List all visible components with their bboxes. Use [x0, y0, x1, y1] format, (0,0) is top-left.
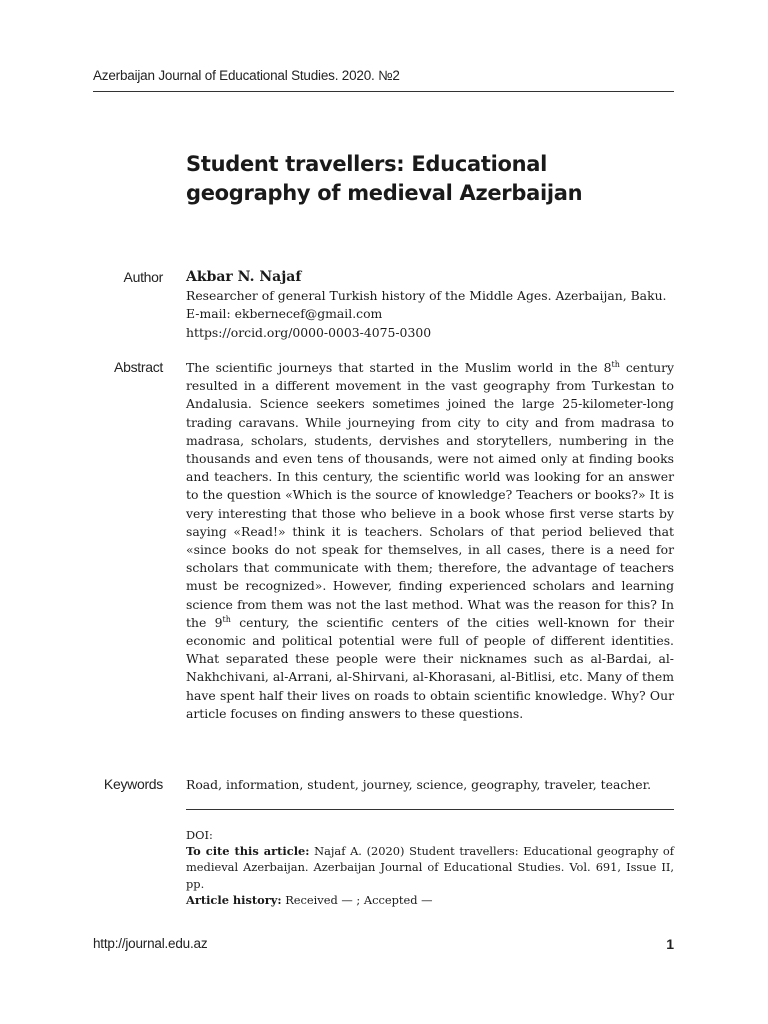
keywords-text: Road, information, student, journey, science, geography, traveler, teacher.: [186, 777, 652, 792]
abstract-sup-1: th: [611, 359, 620, 369]
author-name: Akbar N. Najaf: [186, 269, 302, 285]
footer-url-link[interactable]: http://journal.edu.az: [93, 936, 208, 951]
abstract-label: Abstract: [114, 359, 163, 375]
author-orcid-link[interactable]: https://orcid.org/0000-0003-4075-0300: [186, 324, 432, 340]
cite-text: Najaf A. (2020) Student travellers: Educational geography of medieval Azerbaijan. Azerbaijan Journal of Educational Studies. Vol. 691, Issue II, pp.: [186, 844, 674, 891]
section-divider: [186, 809, 674, 810]
history-label: Article history:: [186, 892, 282, 907]
author-affiliation: Researcher of general Turkish history of the Middle Ages. Azerbaijan, Baku. E-mail: ekbernecef@gmail.com: [186, 288, 667, 322]
abstract-part-2: century resulted in a different movement in the vast geography from Turkestan to Andalusia. Science seekers sometimes joined the large 25-kilometer-long trading caravans. While journeying from city to city and from madrasa to madrasa, scholars, students, dervishes and storytellers, numbering in the thousands and even tens of thousands, were not aimed only at finding books and teachers. In this century, the scientific world was looking for an answer to the question «Which is the source of knowledge? Teachers or books?» It is very interesting that those who believe in a book whose first verse starts by saying «Read!» think it is teachers. Scholars of that period believed that «since books do not speak for themselves, in all cases, there is a need for scholars that communicate with them; therefore, the advantage of teachers must be recognized». However, finding experienced scholars and learning science from them was not the last method. What was the reason for this? In the 9: [186, 360, 675, 630]
journal-name: Azerbaijan Journal of Educational Studies. 2020. №2: [93, 68, 400, 83]
citation-block: [186, 827, 674, 908]
cite-label: To cite this article:: [186, 844, 310, 859]
doi-line: DOI:: [186, 828, 213, 842]
author-block: [186, 268, 674, 342]
journal-header: [93, 68, 674, 92]
history-text: Received — ; Accepted —: [281, 892, 433, 907]
abstract-sup-2: th: [222, 614, 231, 624]
article-title: Student travellers: Educational geography of medieval Azerbaijan: [186, 152, 583, 205]
page-number: 1: [666, 936, 674, 952]
abstract-text: [186, 359, 674, 723]
abstract-part-3: century, the scientific centers of the cities well-known for their economic and political potential were full of people of different identities. What separated these people were their nicknames such as al-Bardai, al-Nakhchivani, al-Arrani, al-Shirvani, al-Khorasani, al-Bitlisi, etc. Many of them have spent half their lives on roads to obtain scientific knowledge. Why? Our article focuses on finding answers to these questions.: [186, 614, 674, 721]
author-label: Author: [123, 269, 163, 285]
keywords-label: Keywords: [103, 776, 163, 792]
history-line: [186, 892, 674, 908]
cite-line: [186, 843, 674, 892]
abstract-part-1: The scientific journeys that started in the Muslim world in the 8: [186, 360, 612, 375]
